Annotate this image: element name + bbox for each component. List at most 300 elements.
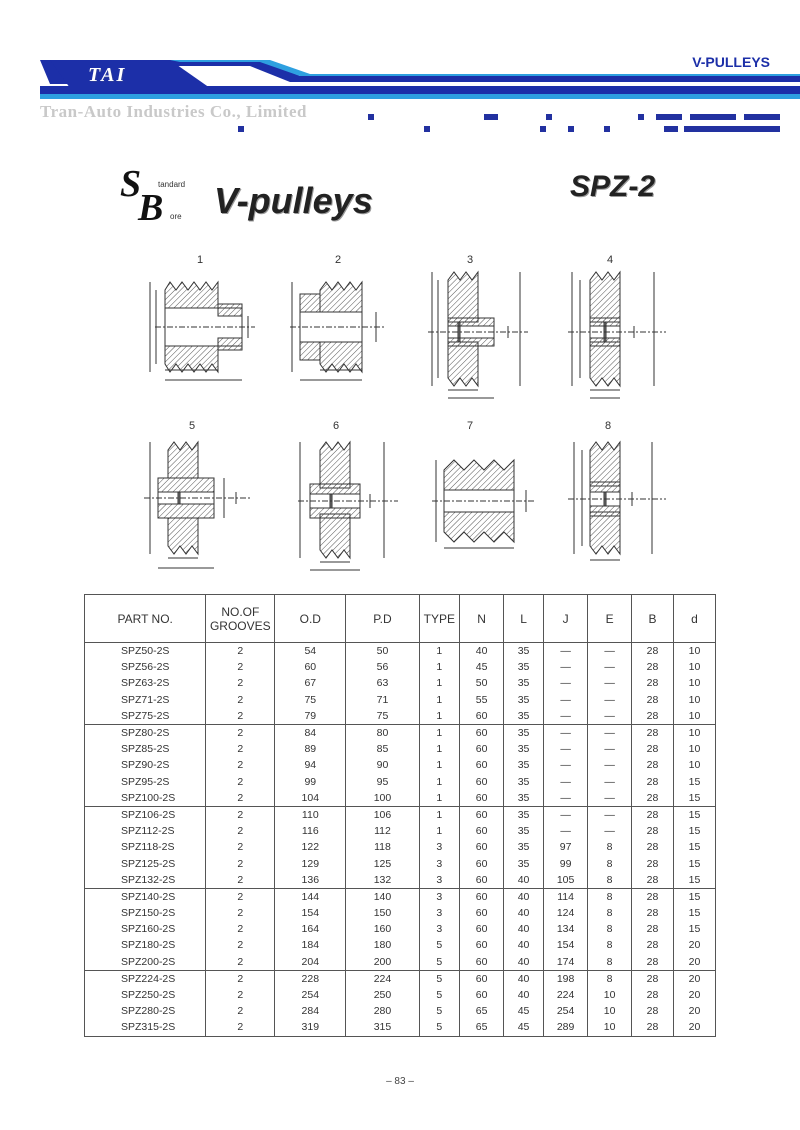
table-row [85,921,716,937]
figure-number: 5 [188,420,196,432]
table-cell: 228 [275,970,346,987]
table-cell: 140 [346,888,419,905]
table-cell: 15 [673,790,715,807]
table-cell: 50 [346,643,419,660]
table-row [85,954,716,971]
table-cell: 5 [419,987,460,1003]
table-cell: SPZ132-2S [85,872,206,889]
table-cell: 184 [275,937,346,953]
table-row [85,757,716,773]
table-cell: 60 [460,954,504,971]
table-cell: 28 [632,1019,674,1036]
logo-letter-s: S [120,163,142,205]
table-cell: SPZ112-2S [85,823,206,839]
table-cell: — [588,757,632,773]
column-header: L [504,595,544,643]
table-cell: 15 [673,855,715,871]
table-cell: — [544,774,588,790]
table-cell: 40 [504,954,544,971]
table-cell: 28 [632,921,674,937]
table-cell: — [588,790,632,807]
table-row [85,741,716,757]
spec-table [84,594,716,1037]
table-cell: 50 [460,675,504,691]
table-cell: 28 [632,823,674,839]
table-cell: 60 [460,888,504,905]
table-row [85,692,716,708]
table-cell: SPZ56-2S [85,659,206,675]
table-cell: 28 [632,790,674,807]
table-cell: 28 [632,757,674,773]
table-cell: 1 [419,724,460,741]
column-header: E [588,595,632,643]
logo-letter-b: B [138,187,164,229]
table-cell: 174 [544,954,588,971]
table-cell: 71 [346,692,419,708]
table-cell: 55 [460,692,504,708]
column-header: J [544,595,588,643]
table-cell: 15 [673,905,715,921]
table-cell: 106 [346,806,419,823]
table-cell: 60 [460,774,504,790]
table-cell: SPZ140-2S [85,888,206,905]
table-cell: 280 [346,1003,419,1019]
table-row [85,987,716,1003]
table-cell: 79 [275,708,346,725]
table-cell: 5 [419,1019,460,1036]
table-cell: 35 [504,675,544,691]
table-row [85,855,716,871]
table-cell: SPZ95-2S [85,774,206,790]
table-cell: 45 [460,659,504,675]
table-cell: 154 [544,937,588,953]
table-row [85,888,716,905]
table-cell: 3 [419,888,460,905]
table-cell: 35 [504,643,544,660]
pulley-drawing-type-7 [428,454,538,554]
column-header: d [673,595,715,643]
table-cell: 150 [346,905,419,921]
table-cell: 99 [544,855,588,871]
table-cell: 80 [346,724,419,741]
table-cell: 134 [544,921,588,937]
table-cell: 118 [346,839,419,855]
table-cell: 45 [504,1003,544,1019]
table-cell: 54 [275,643,346,660]
table-cell: 10 [673,675,715,691]
table-cell: SPZ63-2S [85,675,206,691]
table-cell: 28 [632,970,674,987]
table-cell: 104 [275,790,346,807]
table-cell: 204 [275,954,346,971]
table-cell: 8 [588,921,632,937]
table-cell: 3 [419,905,460,921]
table-cell: 2 [206,741,275,757]
table-cell: 136 [275,872,346,889]
table-cell: 75 [346,708,419,725]
figure-number: 4 [606,254,614,266]
figure-number: 3 [466,254,474,266]
pulley-drawing-type-8 [562,434,672,574]
table-cell: 8 [588,937,632,953]
table-cell: 2 [206,1003,275,1019]
figure-number: 6 [332,420,340,432]
pulley-drawing-type-2 [286,268,396,388]
table-cell: 8 [588,888,632,905]
table-cell: 15 [673,774,715,790]
table-cell: 180 [346,937,419,953]
table-cell: — [588,774,632,790]
table-cell: 28 [632,937,674,953]
table-cell: 15 [673,839,715,855]
table-cell: 319 [275,1019,346,1036]
table-cell: 116 [275,823,346,839]
table-cell: SPZ50-2S [85,643,206,660]
pulley-drawing-type-6 [294,436,404,576]
table-cell: 90 [346,757,419,773]
table-cell: 15 [673,921,715,937]
table-cell: 1 [419,806,460,823]
table-cell: SPZ118-2S [85,839,206,855]
table-cell: 154 [275,905,346,921]
table-cell: 2 [206,987,275,1003]
table-cell: 40 [460,643,504,660]
table-cell: 2 [206,888,275,905]
table-cell: 164 [275,921,346,937]
table-cell: — [544,659,588,675]
table-cell: 2 [206,774,275,790]
table-cell: — [588,643,632,660]
table-cell: 2 [206,872,275,889]
pulley-drawing-type-5 [140,434,260,574]
column-header: PART NO. [85,595,206,643]
table-cell: 28 [632,888,674,905]
table-cell: 2 [206,692,275,708]
table-cell: 224 [544,987,588,1003]
table-cell: 99 [275,774,346,790]
table-cell: SPZ150-2S [85,905,206,921]
table-cell: 250 [346,987,419,1003]
table-cell: 132 [346,872,419,889]
table-cell: 40 [504,921,544,937]
table-cell: SPZ280-2S [85,1003,206,1019]
table-row [85,1003,716,1019]
table-cell: 2 [206,790,275,807]
pulley-drawing-type-3 [424,266,534,406]
table-cell: 1 [419,675,460,691]
table-cell: 65 [460,1019,504,1036]
figure-number: 8 [604,420,612,432]
table-cell: SPZ71-2S [85,692,206,708]
table-cell: 28 [632,708,674,725]
table-cell: 60 [460,708,504,725]
column-header: P.D [346,595,419,643]
table-cell: 10 [673,659,715,675]
table-cell: 289 [544,1019,588,1036]
table-cell: — [588,806,632,823]
table-cell: 60 [460,970,504,987]
table-cell: 198 [544,970,588,987]
table-cell: 97 [544,839,588,855]
table-cell: 28 [632,855,674,871]
table-cell: 28 [632,643,674,660]
table-cell: 60 [460,921,504,937]
table-cell: 45 [504,1019,544,1036]
logo-ore-text: ore [170,212,182,221]
table-cell: 28 [632,954,674,971]
table-row [85,839,716,855]
header-band [40,58,800,102]
table-cell: 2 [206,855,275,871]
table-row [85,823,716,839]
pulley-drawing-type-1 [140,268,270,388]
table-cell: 60 [460,724,504,741]
table-cell: 35 [504,774,544,790]
company-name: Tran-Auto Industries Co., Limited [40,102,307,121]
table-row [85,937,716,953]
table-row [85,708,716,725]
table-cell: 8 [588,970,632,987]
table-cell: SPZ200-2S [85,954,206,971]
table-cell: SPZ85-2S [85,741,206,757]
table-cell: 10 [588,1003,632,1019]
table-cell: 224 [346,970,419,987]
table-cell: 20 [673,970,715,987]
table-cell: 2 [206,724,275,741]
table-cell: 40 [504,987,544,1003]
table-cell: 15 [673,806,715,823]
table-cell: — [588,692,632,708]
table-cell: 2 [206,659,275,675]
table-cell: 28 [632,659,674,675]
table-cell: 3 [419,921,460,937]
table-cell: 15 [673,823,715,839]
table-cell: — [544,675,588,691]
table-cell: 2 [206,970,275,987]
model-title: SPZ-2 [570,170,656,203]
table-cell: 65 [460,1003,504,1019]
table-cell: 40 [504,888,544,905]
table-cell: 60 [460,987,504,1003]
table-cell: SPZ125-2S [85,855,206,871]
table-cell: 110 [275,806,346,823]
table-cell: 40 [504,970,544,987]
table-cell: 20 [673,937,715,953]
table-cell: 5 [419,954,460,971]
table-cell: 10 [673,692,715,708]
table-cell: 28 [632,724,674,741]
table-cell: 122 [275,839,346,855]
table-cell: — [588,659,632,675]
table-cell: 60 [460,757,504,773]
figure-number: 1 [196,254,204,266]
table-cell: 200 [346,954,419,971]
table-cell: 28 [632,839,674,855]
table-cell: 254 [275,987,346,1003]
table-cell: 28 [632,741,674,757]
column-header: B [632,595,674,643]
table-cell: 60 [460,872,504,889]
table-cell: 35 [504,806,544,823]
table-cell: 1 [419,659,460,675]
table-cell: 2 [206,905,275,921]
page-number: – 83 – [386,1076,414,1087]
column-header: NO.OF GROOVES [206,595,275,643]
table-cell: 35 [504,724,544,741]
table-cell: 10 [588,1019,632,1036]
table-cell: 35 [504,692,544,708]
table-cell: 35 [504,757,544,773]
table-cell: 2 [206,675,275,691]
table-cell: 1 [419,757,460,773]
table-cell: — [588,724,632,741]
table-cell: 8 [588,855,632,871]
table-row [85,774,716,790]
table-cell: — [544,790,588,807]
table-cell: SPZ106-2S [85,806,206,823]
table-cell: 160 [346,921,419,937]
table-cell: 28 [632,905,674,921]
table-cell: 60 [460,806,504,823]
table-cell: 20 [673,1003,715,1019]
table-cell: 2 [206,1019,275,1036]
table-cell: 60 [460,937,504,953]
table-cell: 1 [419,774,460,790]
table-body [85,643,716,1037]
table-cell: 60 [275,659,346,675]
table-cell: 3 [419,872,460,889]
column-header: TYPE [419,595,460,643]
table-cell: 2 [206,708,275,725]
table-cell: 254 [544,1003,588,1019]
table-cell: 20 [673,1019,715,1036]
table-cell: — [544,741,588,757]
table-cell: 28 [632,1003,674,1019]
table-cell: 28 [632,987,674,1003]
table-cell: 1 [419,708,460,725]
table-cell: 60 [460,839,504,855]
table-row [85,724,716,741]
table-cell: — [544,823,588,839]
table-cell: 10 [673,741,715,757]
table-cell: 95 [346,774,419,790]
pulley-drawing-type-4 [562,266,672,406]
table-cell: 63 [346,675,419,691]
table-cell: 144 [275,888,346,905]
table-cell: 3 [419,855,460,871]
table-cell: 8 [588,905,632,921]
table-cell: 15 [673,888,715,905]
table-row [85,675,716,691]
table-cell: 2 [206,921,275,937]
table-cell: 8 [588,872,632,889]
table-cell: SPZ75-2S [85,708,206,725]
table-cell: 10 [588,987,632,1003]
table-cell: 60 [460,741,504,757]
table-cell: 35 [504,823,544,839]
table-cell: — [588,708,632,725]
table-cell: — [544,708,588,725]
table-cell: 35 [504,790,544,807]
table-cell: 28 [632,675,674,691]
table-cell: 125 [346,855,419,871]
figure-number: 2 [334,254,342,266]
table-cell: 28 [632,806,674,823]
table-row [85,643,716,660]
table-cell: 10 [673,643,715,660]
table-cell: — [544,692,588,708]
table-cell: 28 [632,872,674,889]
table-cell: 3 [419,839,460,855]
section-title: V-PULLEYS [692,54,770,70]
table-cell: 129 [275,855,346,871]
table-cell: 112 [346,823,419,839]
table-cell: 2 [206,839,275,855]
table-cell: 35 [504,855,544,871]
table-row [85,905,716,921]
table-cell: — [544,643,588,660]
table-cell: 1 [419,643,460,660]
column-header: O.D [275,595,346,643]
table-cell: — [544,757,588,773]
table-cell: SPZ80-2S [85,724,206,741]
table-cell: 60 [460,855,504,871]
table-row [85,872,716,889]
table-cell: 1 [419,790,460,807]
table-cell: 35 [504,708,544,725]
figure-number: 7 [466,420,474,432]
table-cell: 8 [588,839,632,855]
table-cell: 124 [544,905,588,921]
table-cell: 2 [206,643,275,660]
table-cell: SPZ160-2S [85,921,206,937]
table-cell: 94 [275,757,346,773]
table-cell: SPZ90-2S [85,757,206,773]
table-cell: — [588,675,632,691]
table-cell: 5 [419,1003,460,1019]
table-cell: 85 [346,741,419,757]
table-cell: 1 [419,741,460,757]
table-cell: 105 [544,872,588,889]
table-cell: SPZ315-2S [85,1019,206,1036]
table-cell: 8 [588,954,632,971]
table-cell: 2 [206,954,275,971]
table-cell: 10 [673,757,715,773]
table-cell: SPZ250-2S [85,987,206,1003]
table-header-row [85,595,716,643]
table-cell: 35 [504,659,544,675]
company-logo: TAI [88,64,127,86]
table-cell: 40 [504,905,544,921]
table-cell: — [588,741,632,757]
table-cell: 20 [673,954,715,971]
table-cell: 2 [206,806,275,823]
table-cell: 284 [275,1003,346,1019]
table-row [85,659,716,675]
table-cell: 114 [544,888,588,905]
table-cell: 84 [275,724,346,741]
table-cell: 35 [504,741,544,757]
logo-standard-text: tandard [158,180,186,189]
table-cell: 1 [419,823,460,839]
table-cell: 28 [632,692,674,708]
table-cell: 40 [504,872,544,889]
column-header: N [460,595,504,643]
table-cell: 2 [206,823,275,839]
table-row [85,970,716,987]
table-cell: 5 [419,970,460,987]
table-cell: 67 [275,675,346,691]
